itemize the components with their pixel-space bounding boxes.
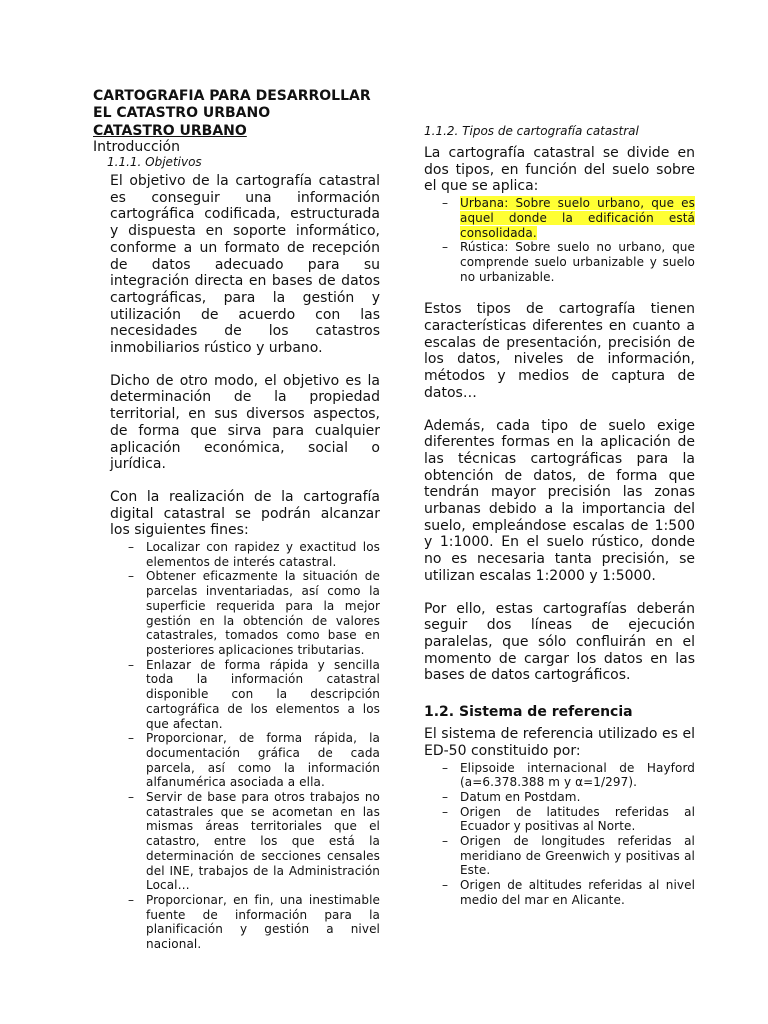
list-item: – Obtener eficazmente la situación de parcelas inventariadas, así como la superficie requerida para la mejor gestión en la obtención de valores catastrales, tomados como base en posteriores aplicaciones tributarias. <box>128 569 380 657</box>
list-item: – Localizar con rapidez y exactitud los elementos de interés catastral. <box>128 540 380 569</box>
types-list <box>442 196 695 284</box>
reference-heading: 1.2. Sistema de referencia <box>424 704 633 721</box>
list-item: – Enlazar de forma rápida y sencilla toda la información catastral disponible con la descripción cartográfica de los elementos a los que afectan. <box>128 658 380 732</box>
paragraph: Por ello, estas cartografías deberán seguir dos líneas de ejecución paralelas, que sólo confluirán en el momento de cargar los datos en las bases de datos cartográficos. <box>424 600 695 684</box>
objectives-section <box>107 155 387 170</box>
paragraph: Dicho de otro modo, el objetivo es la determinación de la propiedad territorial, en sus diversos aspectos, de forma que sirva para cualquier aplicación económica, social o jurídica. <box>110 372 380 473</box>
list-item: – Origen de latitudes referidas al Ecuador y positivas al Norte. <box>442 805 695 834</box>
list-item: – Datum en Postdam. <box>442 790 695 805</box>
list-item: – Origen de altitudes referidas al nivel medio del mar en Alicante. <box>442 878 695 907</box>
document-subtitle: CATASTRO URBANO <box>93 123 247 139</box>
document-title: CARTOGRAFIA PARA DESARROLLAR EL CATASTRO URBANO <box>93 88 371 121</box>
list-item-rustica: – Rústica: Sobre suelo no urbano, que comprende suelo urbanizable y suelo no urbanizable. <box>442 240 695 284</box>
list-item: – Elipsoide internacional de Hayford (a=6.378.388 m y α=1/297). <box>442 761 695 790</box>
list-item: – Proporcionar, de forma rápida, la documentación gráfica de cada parcela, así como la información alfanumérica asociada a ella. <box>128 731 380 790</box>
paragraph: El objetivo de la cartografía catastral es conseguir una información cartográfica codificada, estructurada y dispuesta en soporte informático, conforme a un formato de recepción de datos adecuado para su integración directa en bases de datos cartográficas, para la gestión y utilización de acuerdo con las necesidades de los catastros inmobiliarios rústico y urbano. <box>110 173 380 357</box>
right-column <box>424 124 695 908</box>
paragraph: Estos tipos de cartografía tienen características diferentes en cuanto a escalas de presentación, precisión de los datos, niveles de información, métodos y medios de captura de datos… <box>424 301 695 401</box>
list-item-urbana <box>442 196 695 240</box>
highlighted-text: Urbana: Sobre suelo urbano, que es aquel donde la edificación está consolidada. <box>460 196 695 240</box>
paragraph: El sistema de referencia utilizado es el ED-50 constituido por: <box>424 726 695 759</box>
aims-list <box>128 540 380 952</box>
intro-heading: Introducción <box>93 139 180 155</box>
list-item: – Proporcionar, en fin, una inestimable fuente de información para la planificación y gestión a nivel nacional. <box>128 893 380 952</box>
list-item: – Servir de base para otros trabajos no catastrales que se acometan en las mismas áreas territoriales que el catastro, entre los que está la determinación de secciones censales del INE, trabajos de la Administración Local… <box>128 790 380 893</box>
paragraph: La cartografía catastral se divide en dos tipos, en función del suelo sobre el que se aplica: <box>424 145 695 195</box>
paragraph: Con la realización de la cartografía digital catastral se podrán alcanzar los siguientes fines: <box>110 488 380 539</box>
types-heading: 1.1.2. Tipos de cartografía catastral <box>424 124 639 138</box>
objectives-heading: 1.1.1. Objetivos <box>107 155 202 169</box>
list-item: – Origen de longitudes referidas al meridiano de Greenwich y positivas al Este. <box>442 834 695 878</box>
left-column <box>110 173 380 952</box>
paragraph: Además, cada tipo de suelo exige diferentes formas en la aplicación de las técnicas cartográficas para la obtención de datos, de forma que tendrán mayor precisión las zonas urbanas debido a la importancia del suelo, empleándose escalas de 1:500 y 1:1000. En el suelo rústico, donde no es necesaria tanta precisión, se utilizan escalas 1:2000 y 1:5000. <box>424 417 695 584</box>
reference-list <box>442 761 695 908</box>
